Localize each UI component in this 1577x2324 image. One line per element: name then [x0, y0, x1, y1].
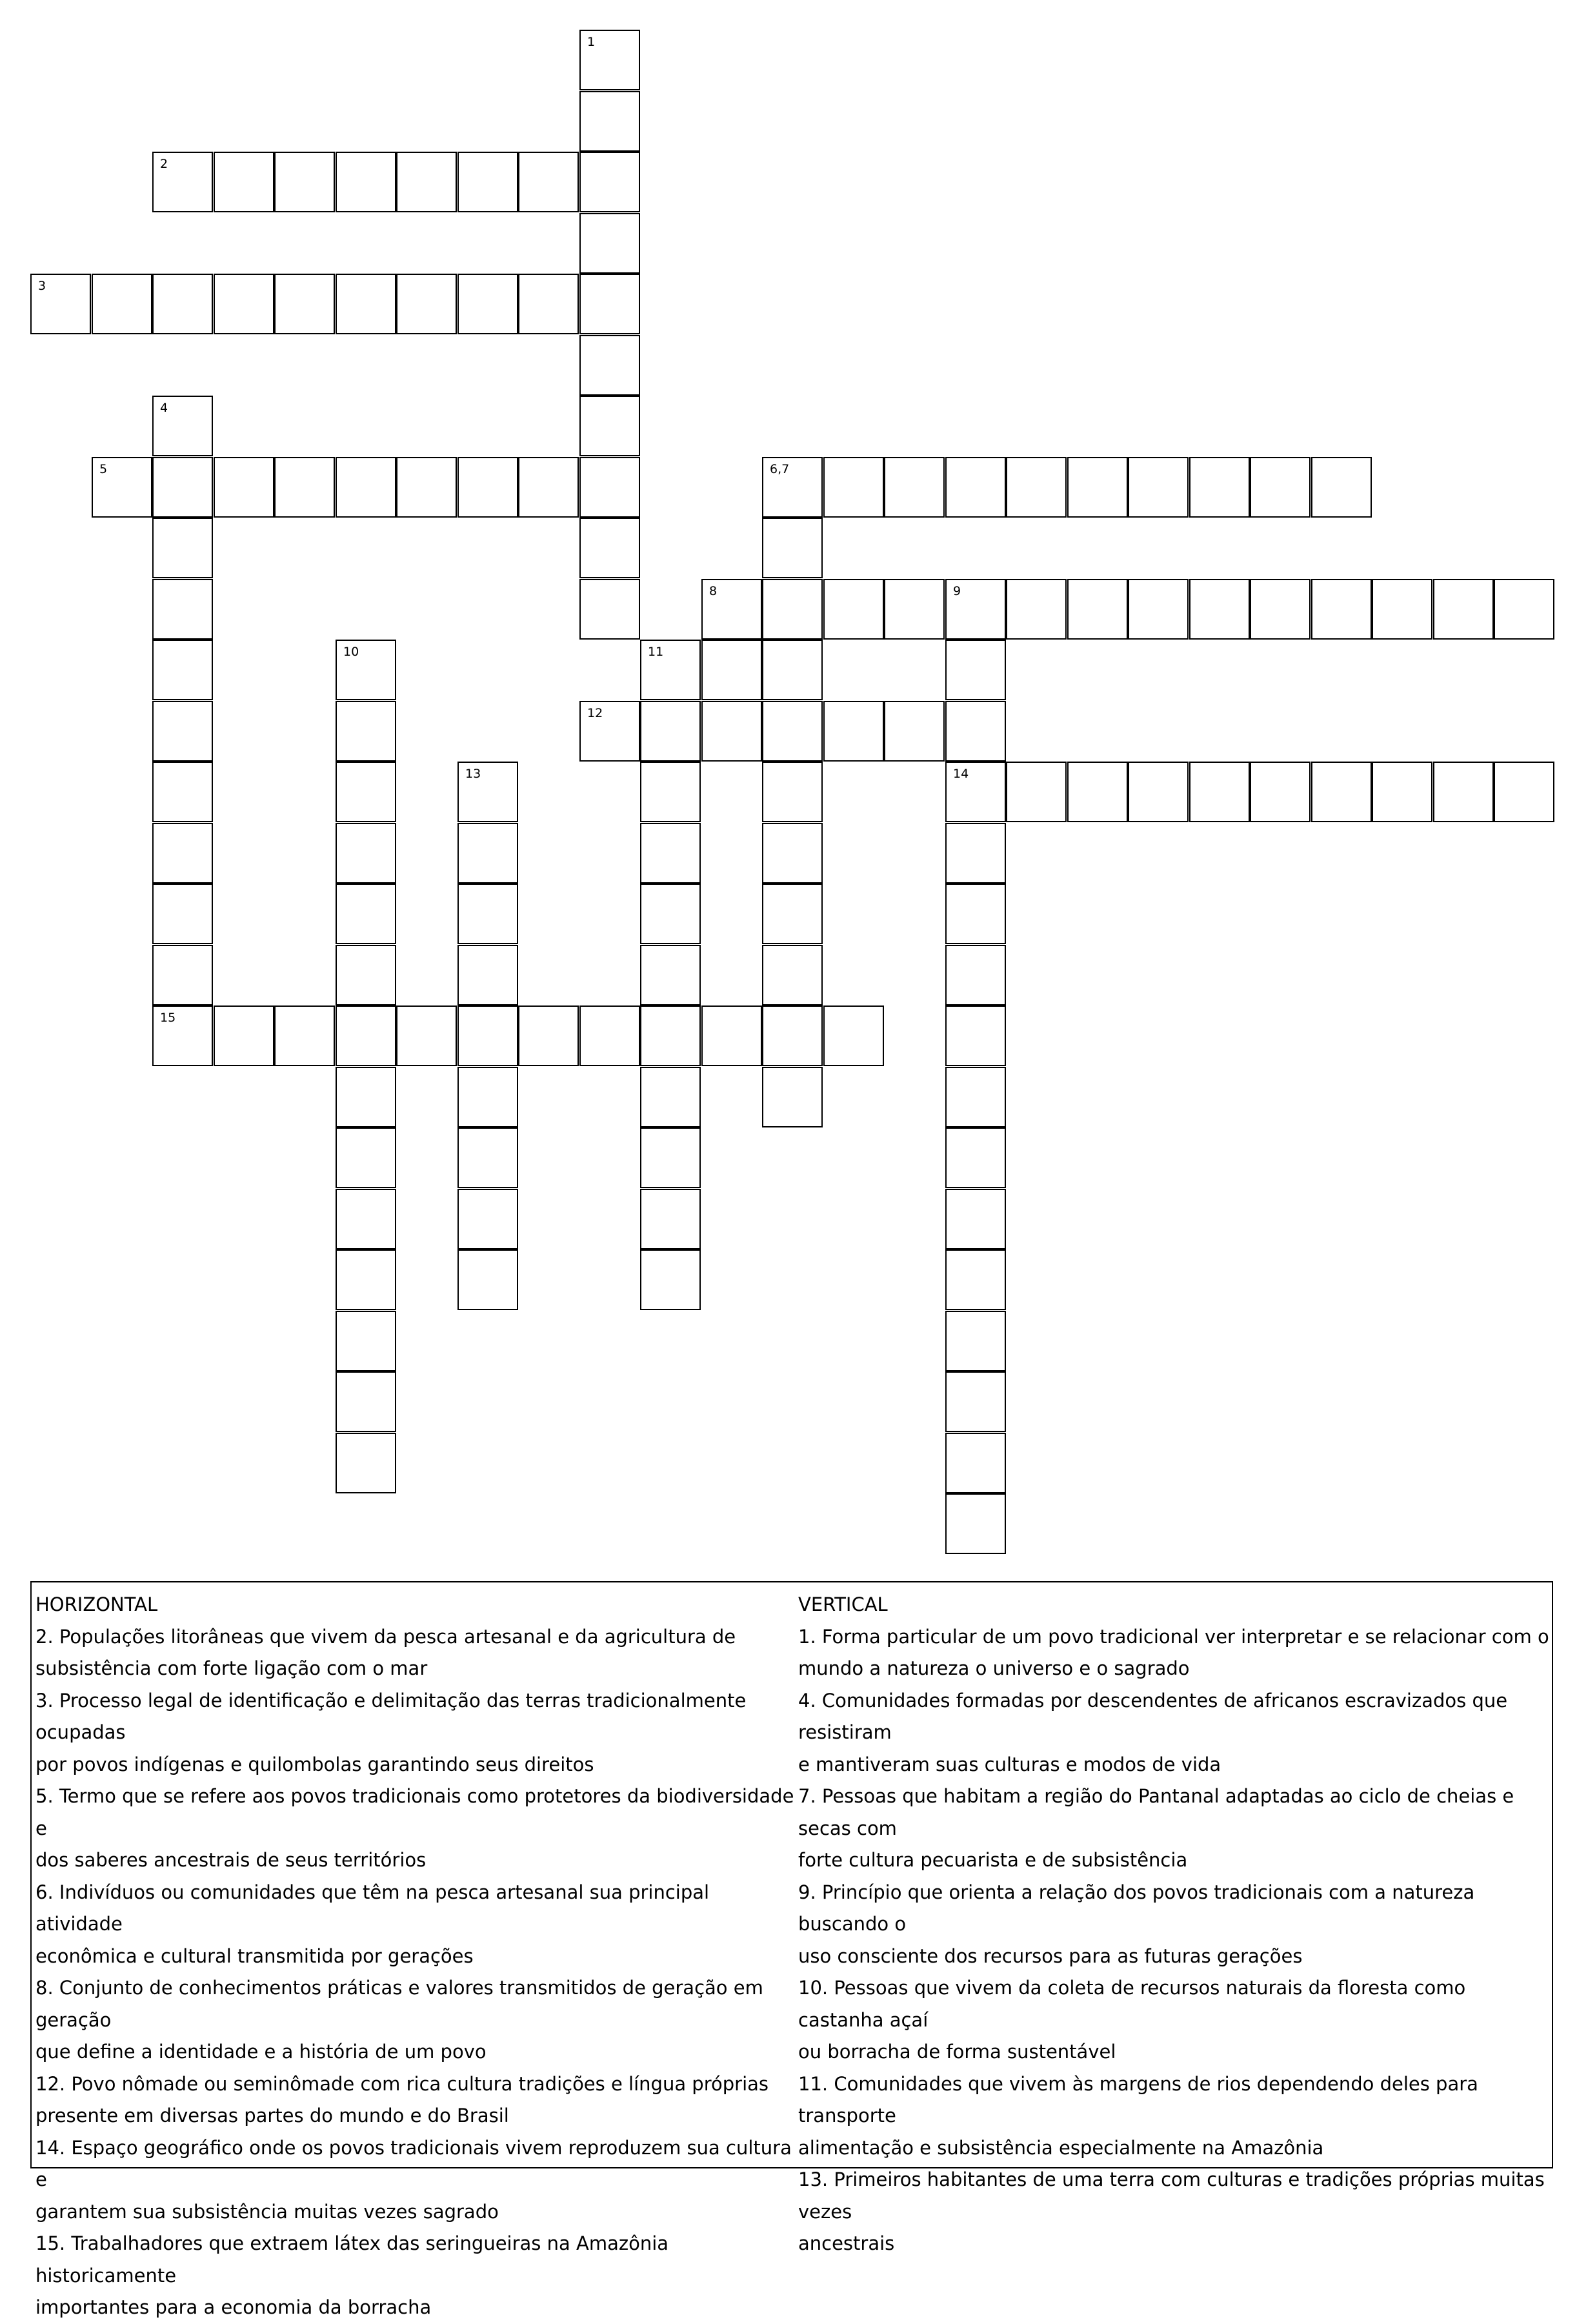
- crossword-cell[interactable]: [336, 457, 396, 518]
- crossword-cell[interactable]: [1128, 762, 1189, 822]
- crossword-cell[interactable]: [579, 213, 640, 274]
- crossword-cell[interactable]: [1128, 457, 1189, 518]
- crossword-cell[interactable]: [762, 884, 823, 944]
- horizontal-clue-line: 5. Termo que se refere aos povos tradicionais como protetores da biodiversidade e: [35, 1785, 794, 1839]
- crossword-cell[interactable]: [945, 884, 1006, 944]
- horizontal-clue-line: econômica e cultural transmitida por gerações: [35, 1945, 474, 1967]
- crossword-cell[interactable]: [579, 1005, 640, 1066]
- vertical-clue-line: ou borracha de forma sustentável: [798, 2041, 1116, 2063]
- crossword-cell[interactable]: [823, 457, 884, 518]
- crossword-cell[interactable]: [1067, 457, 1128, 518]
- crossword-cell[interactable]: [884, 457, 945, 518]
- vertical-clue-line: 10. Pessoas que vivem da coleta de recursos naturais da floresta como castanha açaí: [798, 1977, 1466, 2031]
- crossword-cell[interactable]: [152, 457, 213, 518]
- crossword-cell[interactable]: [1311, 457, 1372, 518]
- vertical-heading: VERTICAL: [798, 1593, 888, 1615]
- clue-number: 9: [953, 584, 961, 598]
- crossword-cell[interactable]: [336, 274, 396, 334]
- horizontal-clue-line: por povos indígenas e quilombolas garantindo seus direitos: [35, 1753, 594, 1775]
- crossword-cell[interactable]: [640, 1127, 701, 1188]
- crossword-cell[interactable]: [945, 1249, 1006, 1310]
- vertical-clue-line: mundo a natureza o universo e o sagrado: [798, 1657, 1190, 1679]
- crossword-cell[interactable]: [579, 579, 640, 640]
- horizontal-clue-line: 3. Processo legal de identificação e delimitação das terras tradicionalmente ocupadas: [35, 1689, 747, 1743]
- crossword-cell[interactable]: [1311, 579, 1372, 640]
- crossword-cell[interactable]: [152, 884, 213, 944]
- crossword-cell[interactable]: [823, 1005, 884, 1066]
- crossword-cell[interactable]: [152, 1005, 213, 1066]
- crossword-cell[interactable]: [762, 701, 823, 762]
- vertical-clue-line: 1. Forma particular de um povo tradicional ver interpretar e se relacionar com o: [798, 1625, 1549, 1648]
- crossword-cell[interactable]: [457, 762, 518, 822]
- crossword-cell[interactable]: [457, 1067, 518, 1127]
- crossword-cell[interactable]: [214, 1005, 274, 1066]
- clue-number: 2: [160, 157, 168, 171]
- clue-number: 5: [99, 462, 108, 476]
- crossword-cell[interactable]: [457, 1189, 518, 1249]
- crossword-cell[interactable]: [274, 1005, 335, 1066]
- horizontal-clue-line: subsistência com forte ligação com o mar: [35, 1657, 428, 1679]
- crossword-cell[interactable]: [1250, 762, 1311, 822]
- crossword-cell[interactable]: [336, 823, 396, 884]
- crossword-cell[interactable]: [92, 457, 152, 518]
- horizontal-clues-column: [35, 1589, 796, 2324]
- crossword-cell[interactable]: [579, 396, 640, 456]
- crossword-cell[interactable]: [152, 945, 213, 1005]
- crossword-cell[interactable]: [701, 701, 762, 762]
- crossword-cell[interactable]: [762, 823, 823, 884]
- crossword-cell[interactable]: [336, 701, 396, 762]
- crossword-cell[interactable]: [762, 518, 823, 578]
- crossword-cell[interactable]: [640, 884, 701, 944]
- crossword-cell[interactable]: [1189, 762, 1250, 822]
- crossword-cell[interactable]: [762, 1005, 823, 1066]
- crossword-cell[interactable]: [336, 884, 396, 944]
- crossword-cell[interactable]: [336, 1433, 396, 1493]
- crossword-cell[interactable]: [579, 30, 640, 90]
- crossword-cell[interactable]: [945, 579, 1006, 640]
- crossword-cell[interactable]: [640, 1067, 701, 1127]
- crossword-cell[interactable]: [762, 1067, 823, 1127]
- crossword-cell[interactable]: [640, 701, 701, 762]
- crossword-cell[interactable]: [457, 1005, 518, 1066]
- clue-number: 8: [709, 584, 718, 598]
- horizontal-clue-line: garantem sua subsistência muitas vezes sagrado: [35, 2200, 499, 2223]
- horizontal-clue-line: 12. Povo nômade ou seminômade com rica cultura tradições e língua próprias: [35, 2072, 769, 2095]
- crossword-cell[interactable]: [152, 518, 213, 578]
- crossword-cell[interactable]: [762, 640, 823, 700]
- crossword-cell[interactable]: [518, 1005, 579, 1066]
- crossword-cell[interactable]: [579, 701, 640, 762]
- crossword-cell[interactable]: [945, 1311, 1006, 1371]
- vertical-clue-line: 13. Primeiros habitantes de uma terra com culturas e tradições próprias muitas vezes: [798, 2168, 1545, 2223]
- vertical-clue-line: 7. Pessoas que habitam a região do Pantanal adaptadas ao ciclo de cheias e secas com: [798, 1785, 1514, 1839]
- horizontal-clue-line: que define a identidade e a história de um povo: [35, 2041, 487, 2063]
- crossword-cell[interactable]: [945, 1493, 1006, 1554]
- clues-box: [30, 1581, 1553, 2318]
- horizontal-clue-line: 6. Indivíduos ou comunidades que têm na pesca artesanal sua principal atividade: [35, 1881, 710, 1935]
- crossword-cell[interactable]: [945, 457, 1006, 518]
- crossword-cell[interactable]: [1494, 762, 1554, 822]
- crossword-cell[interactable]: [579, 91, 640, 152]
- crossword-cell[interactable]: [1006, 457, 1067, 518]
- crossword-cell[interactable]: [1494, 579, 1554, 640]
- crossword-cell[interactable]: [336, 1127, 396, 1188]
- crossword-cell[interactable]: [457, 274, 518, 334]
- crossword-cell[interactable]: [823, 579, 884, 640]
- crossword-cell[interactable]: [274, 457, 335, 518]
- crossword-cell[interactable]: [640, 1005, 701, 1066]
- crossword-cell[interactable]: [945, 701, 1006, 762]
- crossword-cell[interactable]: [823, 701, 884, 762]
- crossword-cell[interactable]: [640, 823, 701, 884]
- crossword-cell[interactable]: [336, 1371, 396, 1432]
- crossword-cell[interactable]: [640, 1189, 701, 1249]
- horizontal-clue-line: importantes para a economia da borracha: [35, 2296, 432, 2318]
- crossword-cell[interactable]: [640, 1249, 701, 1310]
- crossword-cell[interactable]: [762, 945, 823, 1005]
- clue-number: 6,7: [770, 462, 790, 476]
- vertical-clue-line: uso consciente dos recursos para as futuras gerações: [798, 1945, 1303, 1967]
- crossword-cell[interactable]: [457, 823, 518, 884]
- crossword-cell[interactable]: [701, 579, 762, 640]
- horizontal-clue-line: 15. Trabalhadores que extraem látex das seringueiras na Amazônia historicamente: [35, 2232, 669, 2287]
- crossword-cell[interactable]: [336, 1067, 396, 1127]
- crossword-cell[interactable]: [457, 152, 518, 212]
- vertical-clue-line: forte cultura pecuarista e de subsistência: [798, 1849, 1188, 1871]
- crossword-cell[interactable]: [214, 274, 274, 334]
- crossword-cell[interactable]: [701, 640, 762, 700]
- crossword-cell[interactable]: [518, 457, 579, 518]
- crossword-cell[interactable]: [396, 152, 457, 212]
- crossword-cell[interactable]: [579, 335, 640, 396]
- crossword-cell[interactable]: [1311, 762, 1372, 822]
- vertical-clue-line: e mantiveram suas culturas e modos de vida: [798, 1753, 1221, 1775]
- crossword-cell[interactable]: [945, 823, 1006, 884]
- vertical-clue-line: 11. Comunidades que vivem às margens de rios dependendo deles para transporte: [798, 2072, 1478, 2127]
- crossword-cell[interactable]: [396, 1005, 457, 1066]
- crossword-cell[interactable]: [336, 640, 396, 700]
- crossword-cell[interactable]: [336, 152, 396, 212]
- crossword-cell[interactable]: [214, 457, 274, 518]
- crossword-cell[interactable]: [1006, 579, 1067, 640]
- crossword-cell[interactable]: [945, 762, 1006, 822]
- crossword-cell[interactable]: [884, 579, 945, 640]
- clue-number: 4: [160, 401, 168, 415]
- crossword-cell[interactable]: [945, 1005, 1006, 1066]
- clue-number: 12: [587, 706, 603, 720]
- crossword-cell[interactable]: [457, 457, 518, 518]
- crossword-cell[interactable]: [457, 945, 518, 1005]
- crossword-cell[interactable]: [457, 884, 518, 944]
- crossword-cell[interactable]: [92, 274, 152, 334]
- crossword-cell[interactable]: [640, 640, 701, 700]
- crossword-cell[interactable]: [336, 1311, 396, 1371]
- crossword-cell[interactable]: [701, 1005, 762, 1066]
- horizontal-clue-list: [35, 1621, 796, 2324]
- horizontal-heading: HORIZONTAL: [35, 1593, 158, 1615]
- clue-number: 13: [465, 767, 481, 781]
- crossword-cell[interactable]: [152, 640, 213, 700]
- crossword-cell[interactable]: [1067, 762, 1128, 822]
- crossword-cell[interactable]: [1250, 579, 1311, 640]
- crossword-cell[interactable]: [152, 823, 213, 884]
- crossword-cell[interactable]: [1433, 762, 1494, 822]
- crossword-cell[interactable]: [152, 701, 213, 762]
- horizontal-clue-line: 8. Conjunto de conhecimentos práticas e valores transmitidos de geração em geração: [35, 1977, 763, 2031]
- crossword-cell[interactable]: [945, 1433, 1006, 1493]
- crossword-cell[interactable]: [1067, 579, 1128, 640]
- crossword-cell[interactable]: [336, 945, 396, 1005]
- crossword-cell[interactable]: [518, 152, 579, 212]
- horizontal-clue-line: 14. Espaço geográfico onde os povos tradicionais vivem reproduzem sua cultura e: [35, 2136, 792, 2190]
- clue-number: 14: [953, 767, 969, 781]
- vertical-clue-line: alimentação e subsistência especialmente na Amazônia: [798, 2136, 1324, 2159]
- crossword-cell[interactable]: [396, 457, 457, 518]
- crossword-cell[interactable]: [945, 640, 1006, 700]
- crossword-cell[interactable]: [1128, 579, 1189, 640]
- crossword-cell[interactable]: [152, 396, 213, 456]
- vertical-clues-column: [798, 1589, 1551, 2260]
- vertical-clue-line: ancestrais: [798, 2232, 895, 2254]
- clue-number: 1: [587, 35, 596, 49]
- clue-number: 11: [648, 645, 664, 659]
- crossword-cell[interactable]: [152, 762, 213, 822]
- crossword-cell[interactable]: [884, 701, 945, 762]
- crossword-cell[interactable]: [152, 152, 213, 212]
- crossword-cell[interactable]: [579, 518, 640, 578]
- crossword-cell[interactable]: [640, 945, 701, 1005]
- crossword-cell[interactable]: [945, 1067, 1006, 1127]
- crossword-cell[interactable]: [945, 1127, 1006, 1188]
- crossword-cell[interactable]: [457, 1127, 518, 1188]
- crossword-cell[interactable]: [518, 274, 579, 334]
- crossword-cell[interactable]: [1189, 579, 1250, 640]
- crossword-cell[interactable]: [336, 762, 396, 822]
- crossword-cell[interactable]: [274, 274, 335, 334]
- horizontal-clue-line: 2. Populações litorâneas que vivem da pesca artesanal e da agricultura de: [35, 1625, 736, 1648]
- clue-number: 10: [343, 645, 359, 659]
- crossword-cell[interactable]: [945, 1189, 1006, 1249]
- crossword-cell[interactable]: [336, 1189, 396, 1249]
- crossword-cell[interactable]: [579, 457, 640, 518]
- crossword-cell[interactable]: [945, 1371, 1006, 1432]
- crossword-cell[interactable]: [457, 1249, 518, 1310]
- crossword-cell[interactable]: [1372, 762, 1432, 822]
- crossword-cell[interactable]: [579, 274, 640, 334]
- crossword-cell[interactable]: [396, 274, 457, 334]
- horizontal-clue-line: presente em diversas partes do mundo e do Brasil: [35, 2105, 509, 2127]
- crossword-cell[interactable]: [1250, 457, 1311, 518]
- crossword-cell[interactable]: [1433, 579, 1494, 640]
- clue-number: 15: [160, 1011, 176, 1025]
- crossword-cell[interactable]: [945, 945, 1006, 1005]
- crossword-cell[interactable]: [336, 1249, 396, 1310]
- vertical-clue-line: 4. Comunidades formadas por descendentes de africanos escravizados que resistiram: [798, 1689, 1508, 1743]
- crossword-cell[interactable]: [762, 762, 823, 822]
- vertical-clue-list: [798, 1621, 1551, 2260]
- crossword-cell[interactable]: [1372, 579, 1432, 640]
- crossword-cell[interactable]: [762, 579, 823, 640]
- crossword-cell[interactable]: [1189, 457, 1250, 518]
- vertical-clue-line: 9. Princípio que orienta a relação dos povos tradicionais com a natureza buscando o: [798, 1881, 1475, 1935]
- crossword-cell[interactable]: [214, 152, 274, 212]
- crossword-cell[interactable]: [152, 579, 213, 640]
- horizontal-clue-line: dos saberes ancestrais de seus territórios: [35, 1849, 427, 1871]
- crossword-cell[interactable]: [640, 762, 701, 822]
- crossword-cell[interactable]: [152, 274, 213, 334]
- crossword-cell[interactable]: [579, 152, 640, 212]
- crossword-cell[interactable]: [336, 1005, 396, 1066]
- crossword-cell[interactable]: [274, 152, 335, 212]
- clue-number: 3: [38, 279, 46, 293]
- crossword-cell[interactable]: [30, 274, 91, 334]
- crossword-cell[interactable]: [762, 457, 823, 518]
- crossword-cell[interactable]: [1006, 762, 1067, 822]
